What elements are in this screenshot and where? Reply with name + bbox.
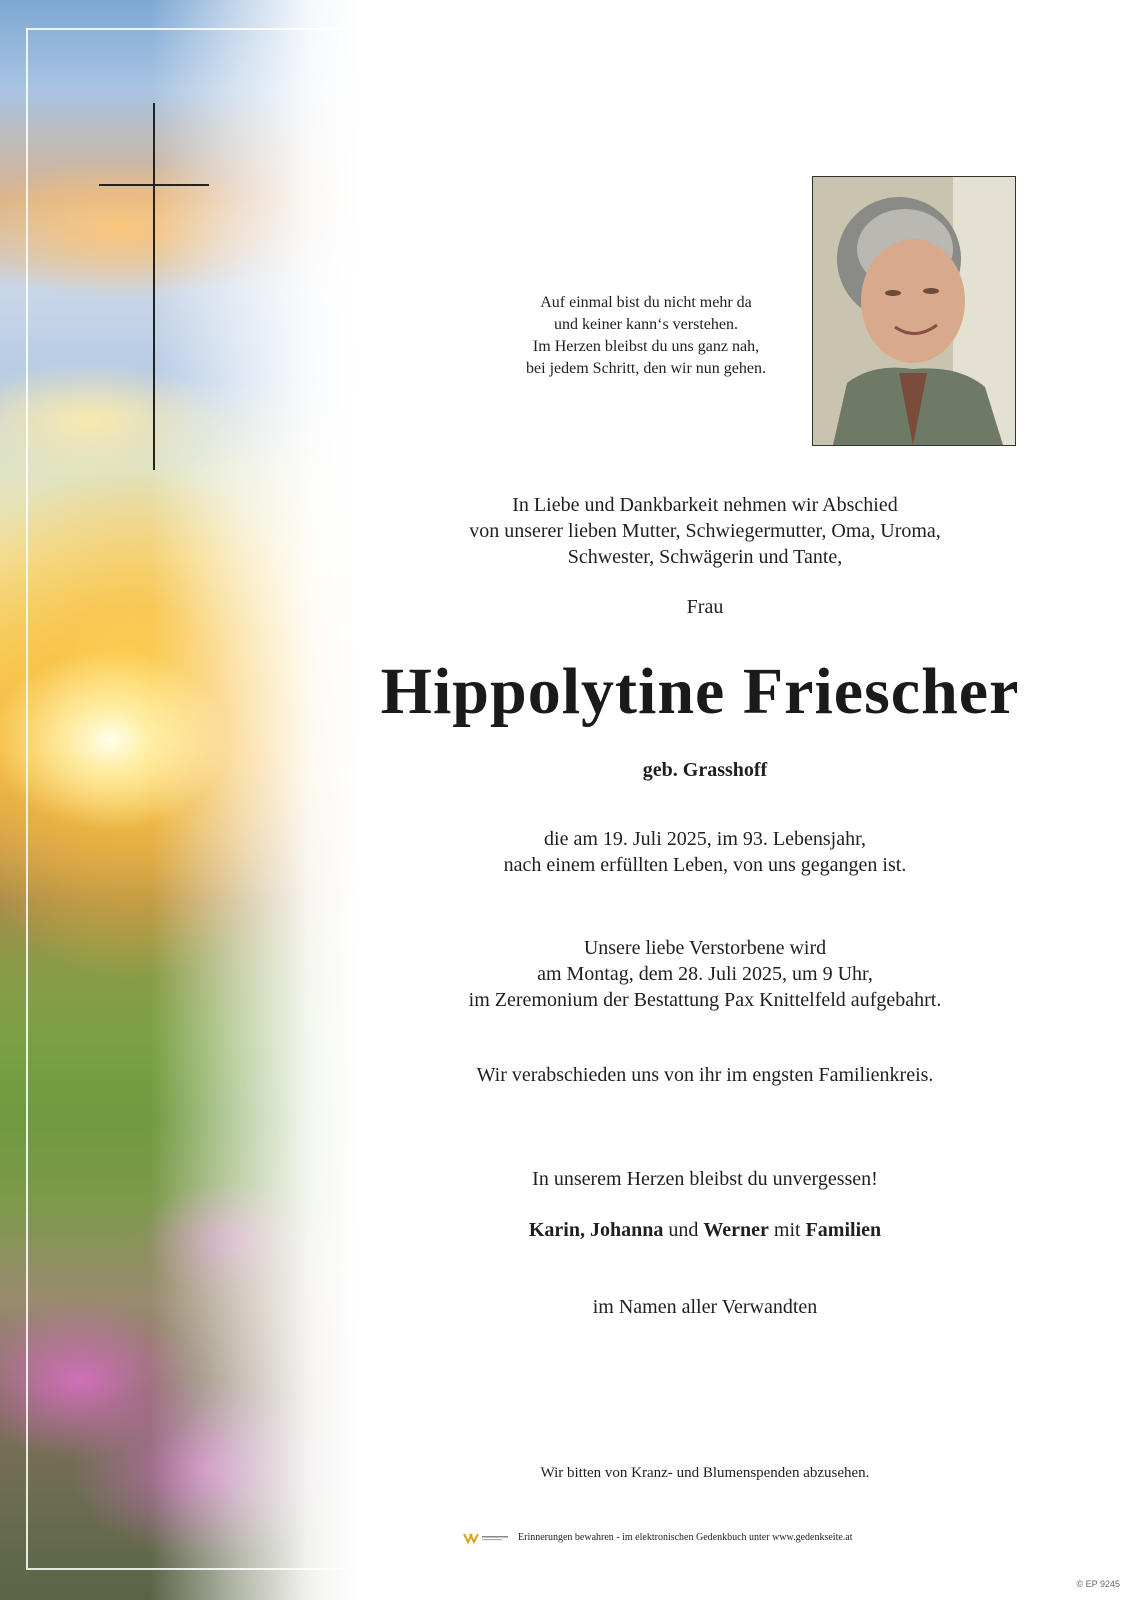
salutation: Frau	[686, 596, 724, 618]
footer	[462, 1528, 932, 1548]
intro-line: von unserer lieben Mutter, Schwiegermutter, Oma, Uroma,	[469, 520, 941, 542]
farewell-notice: Wir verabschieden uns von ihr im engsten Familienkreis.	[476, 1064, 934, 1086]
intro-text	[400, 492, 1010, 570]
family-families: Familien	[805, 1219, 882, 1241]
poem-line: und keiner kann‘s verstehen.	[554, 316, 738, 333]
maiden-name: geb. Grasshoff	[642, 759, 768, 781]
viewing-line: Unsere liebe Verstorbene wird	[583, 937, 827, 959]
death-notice	[400, 826, 1010, 878]
relatives-line: im Namen aller Verwandten	[592, 1296, 818, 1318]
death-line: nach einem erfüllten Leben, von uns gegangen ist.	[503, 854, 907, 876]
frame-line-left	[26, 28, 29, 1568]
background-fade	[0, 0, 360, 1600]
frame-line-top	[26, 28, 346, 30]
family-signature	[400, 1217, 1010, 1243]
family-name: Karin,	[528, 1219, 585, 1241]
intro-line: Schwester, Schwägerin und Tante,	[567, 546, 843, 568]
family-preposition: mit	[773, 1219, 801, 1241]
donations-note: Wir bitten von Kranz- und Blumenspenden abzusehen.	[540, 1465, 870, 1481]
poem	[486, 292, 806, 380]
portrait-illustration	[813, 177, 1015, 445]
poem-line: Im Herzen bleibst du uns ganz nah,	[532, 338, 760, 355]
memory-line: In unserem Herzen bleibst du unvergessen!	[532, 1168, 878, 1190]
family-name: Johanna	[590, 1219, 664, 1241]
frame-line-bottom	[26, 1568, 346, 1570]
viewing-notice	[400, 935, 1010, 1013]
footer-text: Erinnerungen bewahren - im elektronischen Gedenkbuch unter www.gedenkseite.at	[518, 1532, 853, 1543]
funeral-home-logo-icon	[462, 1530, 510, 1546]
death-line: die am 19. Juli 2025, im 93. Lebensjahr,	[544, 828, 866, 850]
poem-line: Auf einmal bist du nicht mehr da	[540, 294, 752, 311]
portrait-photo	[812, 176, 1016, 446]
intro-line: In Liebe und Dankbarkeit nehmen wir Abschied	[512, 494, 898, 516]
family-name: Werner	[703, 1219, 769, 1241]
family-conjunction: und	[668, 1219, 699, 1241]
viewing-line: am Montag, dem 28. Juli 2025, um 9 Uhr,	[537, 963, 873, 985]
poem-line: bei jedem Schritt, den wir nun gehen.	[526, 360, 766, 377]
deceased-name: Hippolytine Friescher	[380, 655, 1020, 728]
viewing-line: im Zeremonium der Bestattung Pax Knittelfeld aufgebahrt.	[468, 989, 942, 1011]
document-code: © EP 9245	[1076, 1579, 1120, 1589]
